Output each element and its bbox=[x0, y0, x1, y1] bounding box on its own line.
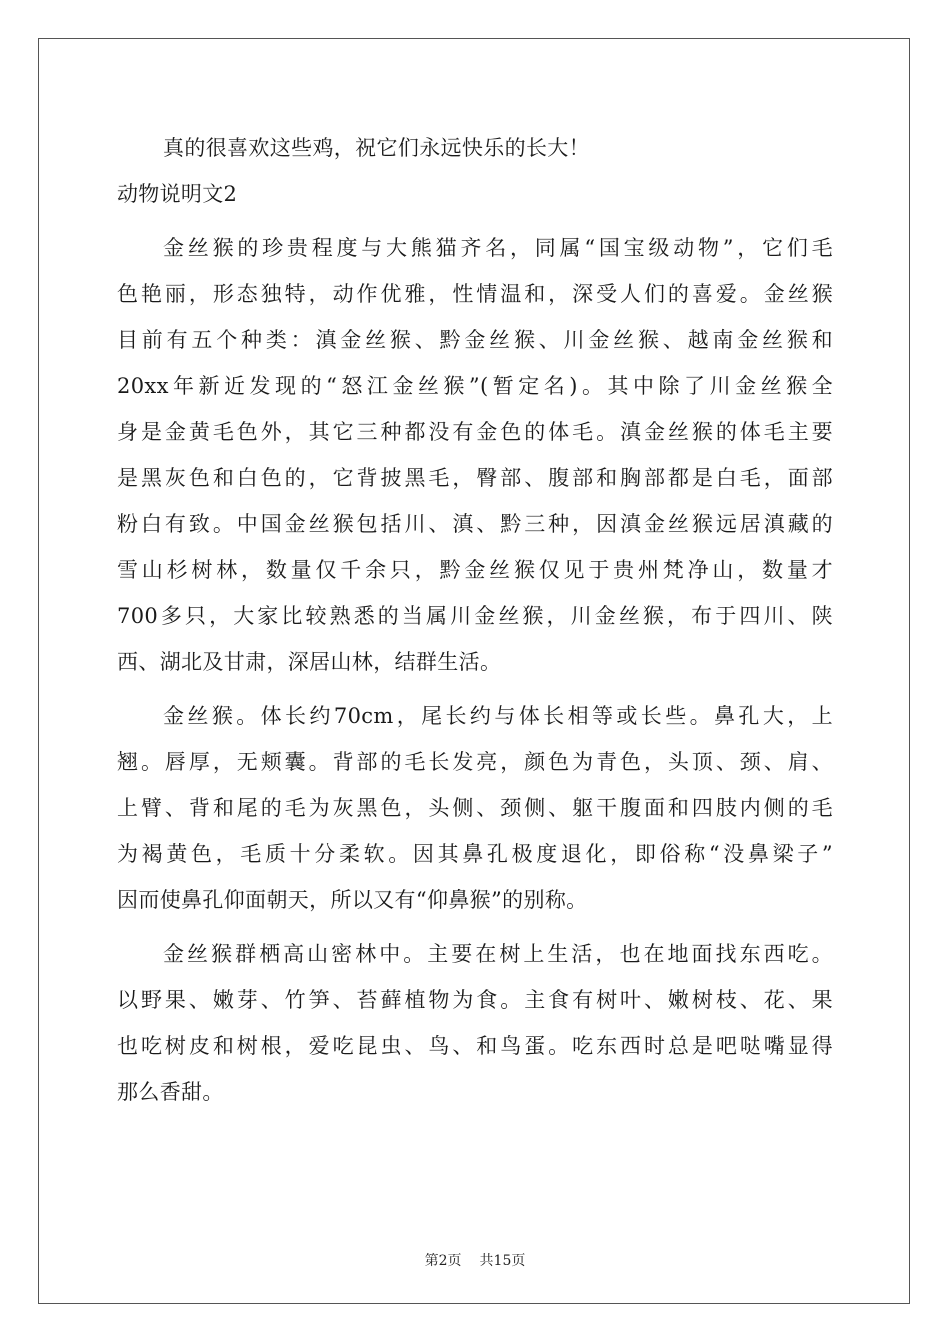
text-line: 是黑灰色和白色的，它背披黑毛，臀部、腹部和胸部都是白毛，面部 bbox=[117, 466, 833, 490]
text-line: 以野果、嫩芽、竹笋、苔藓植物为食。主食有树叶、嫩树枝、花、果 bbox=[117, 988, 833, 1012]
text-line: 金丝猴。体长约70cm，尾长约与体长相等或长些。鼻孔大，上 bbox=[163, 704, 833, 728]
text-line: 也吃树皮和树根，爱吃昆虫、鸟、和鸟蛋。吃东西时总是吧哒嘴显得 bbox=[117, 1034, 833, 1058]
paragraph-gap bbox=[117, 923, 833, 931]
text-line: 粉白有致。中国金丝猴包括川、滇、黔三种，因滇金丝猴远居滇藏的 bbox=[117, 512, 833, 536]
text-line: 目前有五个种类：滇金丝猴、黔金丝猴、川金丝猴、越南金丝猴和 bbox=[117, 328, 833, 352]
paragraph-gap bbox=[117, 685, 833, 693]
text-line: 雪山杉树林，数量仅千余只，黔金丝猴仅见于贵州梵净山，数量才 bbox=[117, 558, 833, 582]
text-line: 为褐黄色，毛质十分柔软。因其鼻孔极度退化，即俗称“没鼻梁子” bbox=[117, 842, 833, 866]
page-footer bbox=[0, 1250, 950, 1270]
section-heading: 动物说明文2 bbox=[117, 182, 238, 206]
text-line: 那么香甜。 bbox=[117, 1080, 224, 1104]
text-line: 金丝猴群栖高山密林中。主要在树上生活，也在地面找东西吃。 bbox=[163, 942, 833, 966]
text-line: 700多只，大家比较熟悉的当属川金丝猴，川金丝猴，布于四川、陕 bbox=[117, 604, 833, 628]
text-line: 20xx年新近发现的“怒江金丝猴”(暂定名)。其中除了川金丝猴全 bbox=[117, 374, 833, 398]
page-number: 第2页 bbox=[424, 1253, 462, 1269]
text-line: 真的很喜欢这些鸡，祝它们永远快乐的长大！ bbox=[163, 136, 590, 160]
text-line: 西、湖北及甘肃，深居山林，结群生活。 bbox=[117, 650, 502, 674]
text-line: 色艳丽，形态独特，动作优雅，性情温和，深受人们的喜爱。金丝猴 bbox=[117, 282, 833, 306]
text-line: 翘。唇厚，无颊囊。背部的毛长发亮，颜色为青色，头顶、颈、肩、 bbox=[117, 750, 833, 774]
text-line: 金丝猴的珍贵程度与大熊猫齐名，同属“国宝级动物”，它们毛 bbox=[163, 236, 833, 260]
text-line: 上臂、背和尾的毛为灰黑色，头侧、颈侧、躯干腹面和四肢内侧的毛 bbox=[117, 796, 833, 820]
page-total: 共15页 bbox=[479, 1253, 526, 1269]
text-line: 身是金黄毛色外，其它三种都没有金色的体毛。滇金丝猴的体毛主要 bbox=[117, 420, 833, 444]
paragraph-gap bbox=[117, 217, 833, 225]
text-line: 因而使鼻孔仰面朝天，所以又有“仰鼻猴”的别称。 bbox=[117, 888, 588, 912]
document-body bbox=[117, 125, 833, 1115]
